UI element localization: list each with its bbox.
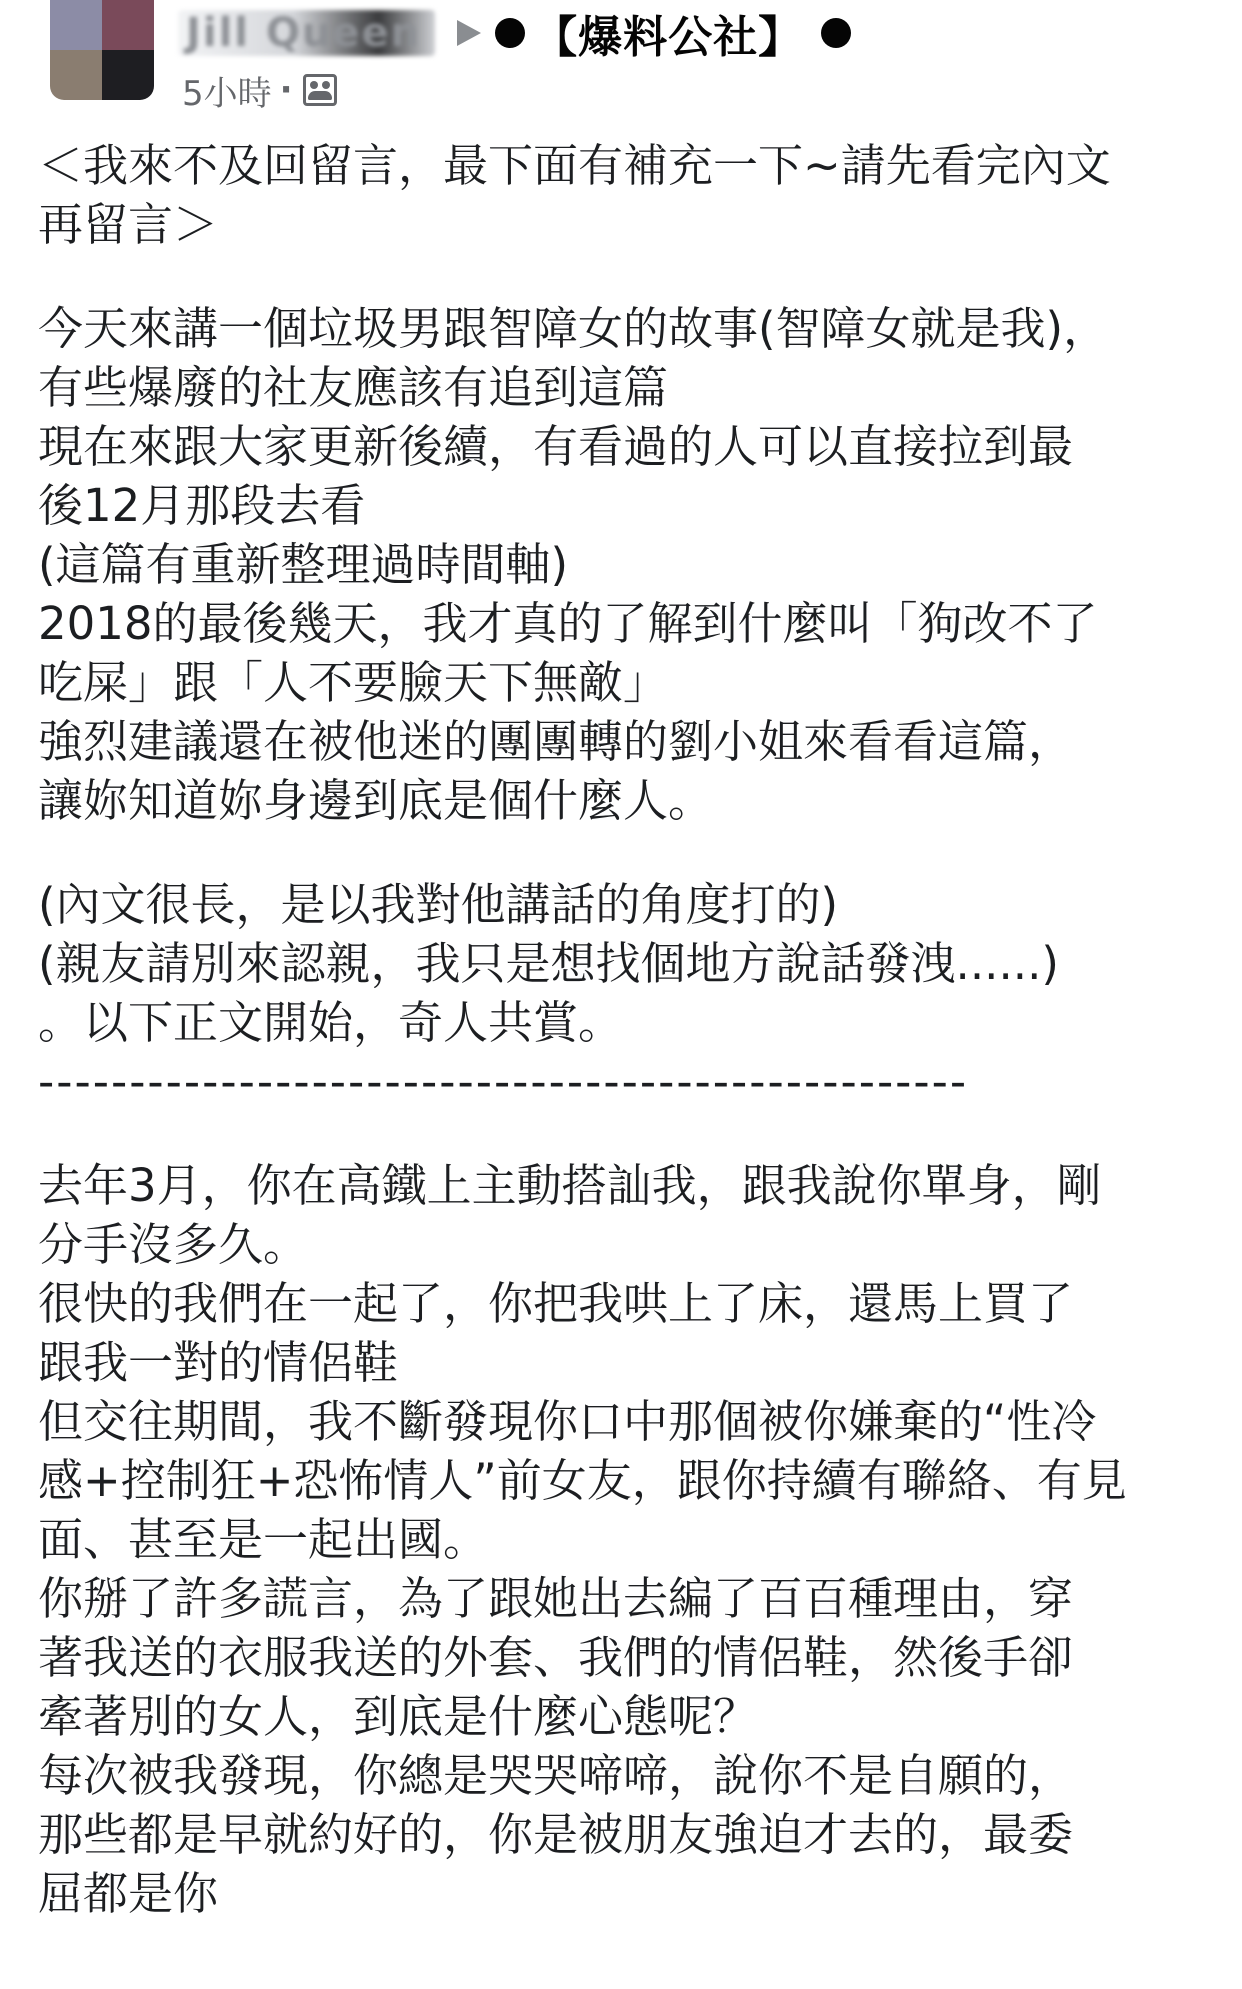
post-text-line: 後12月那段去看 [38, 479, 366, 532]
post-text-line: 但交往期間，我不斷發現你口中那個被你嫌棄的“性冷 [38, 1395, 1097, 1448]
post-text-line: 強烈建議還在被他迷的團團轉的劉小姐來看看這篇， [38, 715, 1074, 768]
post-title-row [178, 2, 851, 64]
avatar-tile [102, 50, 154, 100]
post-text-line: 那些都是早就約好的，你是被朋友強迫才去的，最委 [38, 1808, 1074, 1861]
blank-line [38, 830, 1218, 875]
post-text-line: 今天來講一個垃圾男跟智障女的故事(智障女就是我)， [38, 302, 1109, 355]
post-header [0, 0, 1242, 120]
avatar-tile [50, 50, 102, 100]
post-text-line: 感+控制狂+恐怖情人”前女友，跟你持續有聯絡、有見 [38, 1454, 1127, 1507]
post-text-line: 牽著別的女人，到底是什麼心態呢？ [38, 1690, 759, 1743]
post-timestamp[interactable]: 5小時 [182, 73, 272, 114]
post-meta [182, 64, 337, 116]
avatar-tile [50, 0, 102, 50]
author-name[interactable]: Jill Queen [178, 10, 435, 56]
post-text-line: 。以下正文開始，奇人共賞。 [38, 996, 624, 1049]
post-text-line: 著我送的衣服我送的外套、我們的情侶鞋，然後手卻 [38, 1631, 1074, 1684]
post-text-line: 現在來跟大家更新後續，有看過的人可以直接拉到最 [38, 420, 1074, 473]
post-text-line: 你掰了許多謊言，為了跟她出去編了百百種理由，穿 [38, 1572, 1074, 1625]
post-text-line: 2018的最後幾天，我才真的了解到什麼叫「狗改不了 [38, 597, 1098, 650]
post-text-line: 再留言＞ [38, 198, 219, 251]
group-audience-icon[interactable] [303, 74, 337, 106]
post-body [38, 136, 1218, 1923]
post-text-line: 屈都是你 [38, 1867, 219, 1920]
post-text-line: 吃屎」跟「人不要臉天下無敵」 [38, 656, 669, 709]
post-text-line: (內文很長，是以我對他講話的角度打的) [38, 878, 839, 931]
post-text-line: (親友請別來認親，我只是想找個地方說話發洩......) [38, 937, 1059, 990]
divider-line: --------------------------------------------------- [38, 1055, 969, 1108]
meta-separator: · [279, 70, 293, 110]
black-circle-icon [821, 18, 851, 48]
post-text-line: 面、甚至是一起出國。 [38, 1513, 489, 1566]
post-text-line: (這篇有重新整理過時間軸) [38, 538, 569, 591]
post-text-line: 讓妳知道妳身邊到底是個什麼人。 [38, 774, 714, 827]
post-text-line: 去年3月，你在高鐵上主動搭訕我，跟我說你單身，剛 [38, 1159, 1102, 1212]
post-text-line: 有些爆廢的社友應該有追到這篇 [38, 361, 669, 414]
post-text-line: 分手沒多久。 [38, 1218, 309, 1271]
group-name[interactable]: 【爆料公社】 [533, 12, 804, 63]
post-text-line: 跟我一對的情侶鞋 [38, 1336, 399, 1389]
triangle-right-icon [457, 20, 481, 46]
post-text-line: 很快的我們在一起了，你把我哄上了床，還馬上買了 [38, 1277, 1074, 1330]
avatar-tile [102, 0, 154, 50]
blank-line [38, 1111, 1218, 1156]
post-text-line: ＜我來不及回留言，最下面有補充一下~請先看完內文 [38, 139, 1111, 192]
avatar[interactable] [50, 0, 154, 100]
blank-line [38, 254, 1218, 299]
post-text-line: 每次被我發現，你總是哭哭啼啼，說你不是自願的， [38, 1749, 1074, 1802]
black-circle-icon [495, 18, 525, 48]
